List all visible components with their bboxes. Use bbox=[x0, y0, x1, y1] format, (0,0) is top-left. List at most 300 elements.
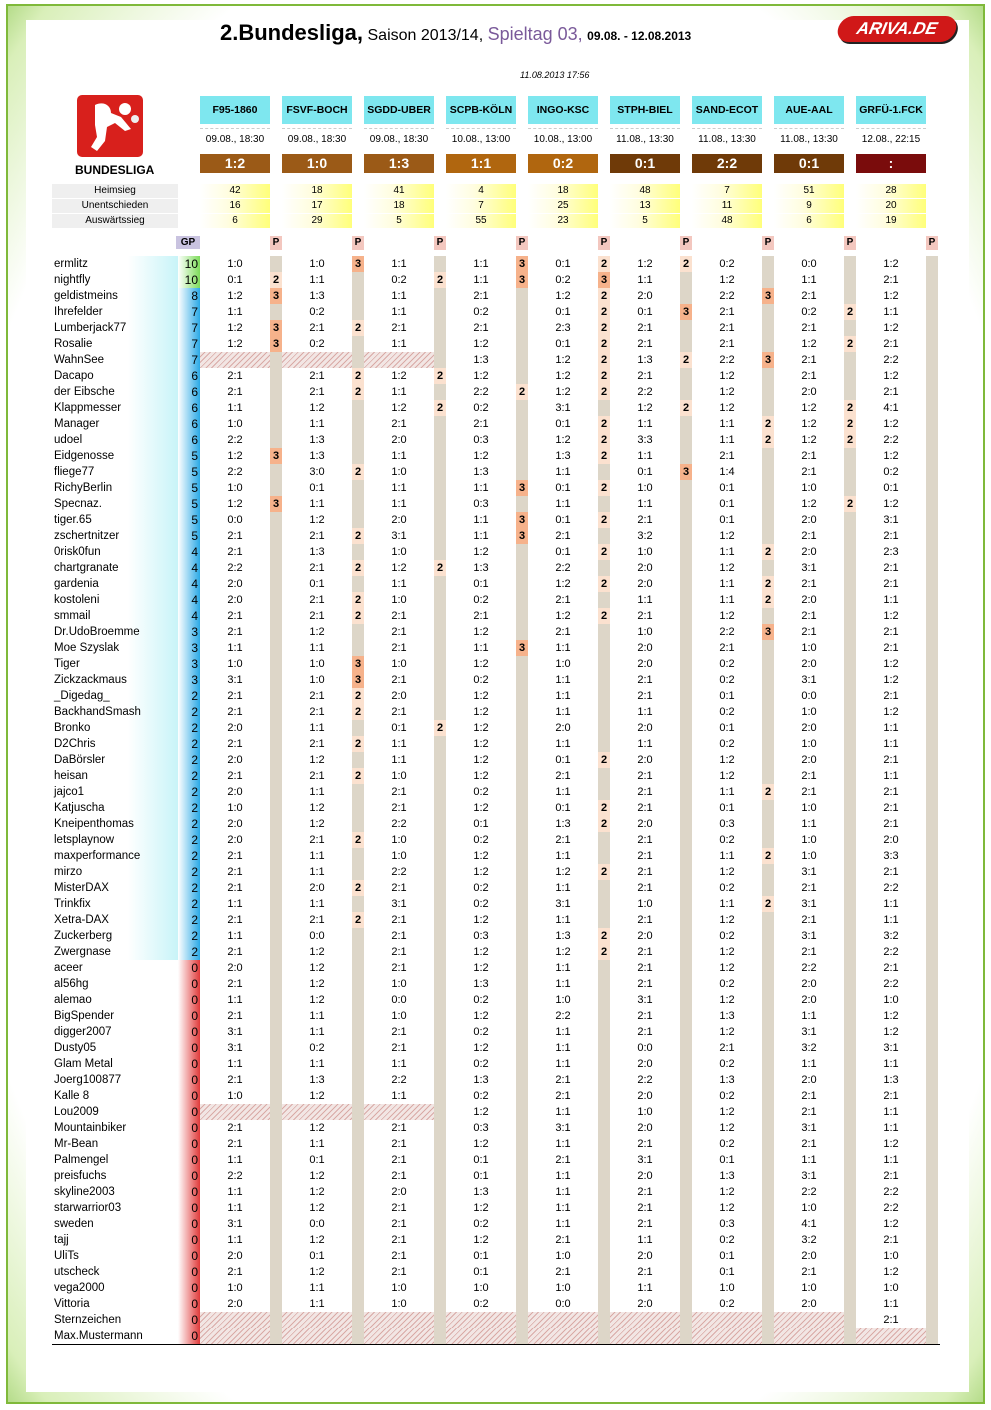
tip-cell: 1:1 bbox=[856, 736, 926, 752]
tip-cell: 2:1 bbox=[774, 320, 844, 336]
player-name[interactable]: tiger.65 bbox=[52, 512, 178, 528]
tip-points bbox=[352, 496, 364, 512]
player-name[interactable]: aceer bbox=[52, 960, 178, 976]
match-header[interactable]: FSVF-BOCH bbox=[282, 96, 352, 124]
tip-points: 2 bbox=[598, 576, 610, 592]
tip-cell: 2:2 bbox=[528, 560, 598, 576]
player-name[interactable]: fliege77 bbox=[52, 464, 178, 480]
tip-cell: 0:2 bbox=[446, 992, 516, 1008]
tip-cell: 1:1 bbox=[856, 1056, 926, 1072]
tip-points bbox=[844, 832, 856, 848]
tip-cell: 1:2 bbox=[446, 448, 516, 464]
tip-points bbox=[762, 800, 774, 816]
tip-cell: 1:0 bbox=[528, 1280, 598, 1296]
player-name[interactable]: 0risk0fun bbox=[52, 544, 178, 560]
tip-cell: 0:1 bbox=[528, 480, 598, 496]
tip-points bbox=[680, 832, 692, 848]
player-name[interactable]: Glam Metal bbox=[52, 1056, 178, 1072]
tip-points bbox=[434, 976, 446, 992]
tip-points bbox=[762, 816, 774, 832]
tip-points bbox=[516, 1328, 528, 1344]
player-name[interactable]: tajj bbox=[52, 1232, 178, 1248]
player-name[interactable]: letsplaynow bbox=[52, 832, 178, 848]
player-name[interactable]: skyline2003 bbox=[52, 1184, 178, 1200]
points-header: P bbox=[680, 236, 692, 250]
tip-cell: 2:1 bbox=[774, 1136, 844, 1152]
tip-points: 2 bbox=[844, 400, 856, 416]
player-name[interactable]: Klappmesser bbox=[52, 400, 178, 416]
tip-cell: 1:2 bbox=[446, 624, 516, 640]
tip-cell: 1:2 bbox=[282, 816, 352, 832]
tip-cell: 2:0 bbox=[610, 752, 680, 768]
player-name[interactable]: maxperformance bbox=[52, 848, 178, 864]
tip-cell: 0:2 bbox=[692, 1088, 762, 1104]
player-name[interactable]: D2Chris bbox=[52, 736, 178, 752]
tip-points bbox=[680, 384, 692, 400]
tip-points bbox=[516, 960, 528, 976]
tip-cell: 2:1 bbox=[528, 1232, 598, 1248]
tip-points bbox=[680, 1328, 692, 1344]
table-row bbox=[52, 608, 940, 624]
player-points-total: 0 bbox=[178, 1328, 200, 1344]
player-name[interactable]: Zwergnase bbox=[52, 944, 178, 960]
tip-cell: 1:1 bbox=[282, 720, 352, 736]
tip-points bbox=[762, 1008, 774, 1024]
tip-cell: 1:1 bbox=[856, 912, 926, 928]
table-row bbox=[52, 304, 940, 320]
tip-points bbox=[598, 896, 610, 912]
player-name[interactable]: Sternzeichen bbox=[52, 1312, 178, 1328]
match-header[interactable]: GRFÜ-1.FCK bbox=[856, 96, 926, 124]
tip-points bbox=[926, 1056, 938, 1072]
tip-cell: 1:1 bbox=[856, 1296, 926, 1312]
player-name[interactable]: _Digedag_ bbox=[52, 688, 178, 704]
tip-points bbox=[844, 928, 856, 944]
tip-points: 3 bbox=[516, 512, 528, 528]
player-name[interactable]: Specnaz. bbox=[52, 496, 178, 512]
points-header: P bbox=[598, 236, 610, 250]
tip-points bbox=[844, 704, 856, 720]
tip-cell: 3:1 bbox=[774, 896, 844, 912]
tip-points bbox=[352, 1104, 364, 1120]
player-name[interactable]: mirzo bbox=[52, 864, 178, 880]
tip-points bbox=[434, 1056, 446, 1072]
tip-points bbox=[680, 1200, 692, 1216]
player-name[interactable]: alemao bbox=[52, 992, 178, 1008]
player-name[interactable]: kostoleni bbox=[52, 592, 178, 608]
tip-cell: 2:0 bbox=[856, 832, 926, 848]
tip-cell: 1:3 bbox=[282, 544, 352, 560]
player-points-total: 8 bbox=[178, 288, 200, 304]
tip-cell: 3:1 bbox=[200, 1216, 270, 1232]
tip-points bbox=[762, 368, 774, 384]
tip-points bbox=[352, 304, 364, 320]
tip-points bbox=[844, 640, 856, 656]
player-name[interactable]: Mountainbiker bbox=[52, 1120, 178, 1136]
stat-home: 18 bbox=[528, 184, 598, 198]
tip-points bbox=[844, 272, 856, 288]
player-name[interactable]: DaBörsler bbox=[52, 752, 178, 768]
tip-cell: 0:2 bbox=[692, 928, 762, 944]
player-name[interactable]: vega2000 bbox=[52, 1280, 178, 1296]
tip-cell: 0:2 bbox=[364, 272, 434, 288]
tip-cell: 0:2 bbox=[692, 880, 762, 896]
tip-points: 2 bbox=[762, 896, 774, 912]
player-name[interactable]: Moe Szyslak bbox=[52, 640, 178, 656]
player-name[interactable]: WahnSee bbox=[52, 352, 178, 368]
tip-cell: 1:1 bbox=[446, 256, 516, 272]
tip-points bbox=[434, 416, 446, 432]
tip-points bbox=[352, 448, 364, 464]
player-name[interactable]: geldistmeins bbox=[52, 288, 178, 304]
tip-cell: 2:1 bbox=[856, 640, 926, 656]
tip-points bbox=[434, 464, 446, 480]
tip-cell bbox=[528, 1328, 598, 1344]
tip-points bbox=[598, 1040, 610, 1056]
tip-cell: 1:2 bbox=[200, 336, 270, 352]
tip-points bbox=[598, 976, 610, 992]
player-name[interactable]: BackhandSmash bbox=[52, 704, 178, 720]
tip-cell: 1:2 bbox=[282, 1184, 352, 1200]
player-name[interactable]: nightfly bbox=[52, 272, 178, 288]
stat-away: 19 bbox=[856, 214, 926, 228]
tip-cell: 2:1 bbox=[364, 1136, 434, 1152]
player-points-total: 3 bbox=[178, 672, 200, 688]
table-row bbox=[52, 576, 940, 592]
tip-cell: 0:1 bbox=[692, 800, 762, 816]
player-name[interactable]: Trinkfix bbox=[52, 896, 178, 912]
tip-points bbox=[516, 576, 528, 592]
tip-cell: 2:1 bbox=[364, 640, 434, 656]
tip-points bbox=[352, 272, 364, 288]
player-name[interactable]: Rosalie bbox=[52, 336, 178, 352]
tip-points bbox=[762, 736, 774, 752]
tip-cell: 1:2 bbox=[774, 400, 844, 416]
player-name[interactable]: MisterDAX bbox=[52, 880, 178, 896]
tip-cell: 1:1 bbox=[692, 592, 762, 608]
tip-cell: 1:1 bbox=[528, 1168, 598, 1184]
tip-cell: 1:0 bbox=[364, 592, 434, 608]
tip-cell: 2:1 bbox=[610, 672, 680, 688]
tip-cell: 0:1 bbox=[528, 544, 598, 560]
tip-points bbox=[844, 1264, 856, 1280]
player-name[interactable]: Lumberjack77 bbox=[52, 320, 178, 336]
label-heimsieg: Heimsieg bbox=[52, 184, 178, 198]
tip-points bbox=[680, 1024, 692, 1040]
tip-points bbox=[352, 752, 364, 768]
tip-points: 3 bbox=[270, 336, 282, 352]
tip-cell: 1:2 bbox=[282, 1168, 352, 1184]
tip-cell: 2:0 bbox=[282, 880, 352, 896]
player-name[interactable]: Palmengel bbox=[52, 1152, 178, 1168]
tip-points: 2 bbox=[352, 384, 364, 400]
tip-points bbox=[926, 352, 938, 368]
tip-cell: 2:1 bbox=[528, 1264, 598, 1280]
table-row bbox=[52, 1072, 940, 1088]
tip-cell: 1:0 bbox=[446, 1280, 516, 1296]
tip-cell: 3:1 bbox=[200, 1040, 270, 1056]
tip-points bbox=[352, 784, 364, 800]
tip-points bbox=[598, 1248, 610, 1264]
points-header: P bbox=[434, 236, 446, 250]
tip-cell: 0:2 bbox=[856, 464, 926, 480]
player-name[interactable]: Vittoria bbox=[52, 1296, 178, 1312]
tip-cell: 2:1 bbox=[610, 1008, 680, 1024]
tip-cell: 1:2 bbox=[692, 1184, 762, 1200]
tip-points bbox=[844, 624, 856, 640]
tip-points bbox=[680, 368, 692, 384]
tip-cell: 1:0 bbox=[610, 1104, 680, 1120]
tip-points bbox=[680, 288, 692, 304]
tip-cell: 2:1 bbox=[364, 960, 434, 976]
player-name[interactable]: smmail bbox=[52, 608, 178, 624]
tip-points bbox=[352, 960, 364, 976]
player-points-total: 0 bbox=[178, 1120, 200, 1136]
tip-cell: 0:1 bbox=[692, 1152, 762, 1168]
tip-cell: 3:1 bbox=[610, 992, 680, 1008]
player-name[interactable]: zschertnitzer bbox=[52, 528, 178, 544]
tip-points: 3 bbox=[270, 288, 282, 304]
table-row bbox=[52, 384, 940, 400]
player-name[interactable]: RichyBerlin bbox=[52, 480, 178, 496]
tip-cell: 1:2 bbox=[282, 752, 352, 768]
player-name[interactable]: BigSpender bbox=[52, 1008, 178, 1024]
player-name[interactable]: Dr.UdoBroemme bbox=[52, 624, 178, 640]
player-name[interactable]: Kneipenthomas bbox=[52, 816, 178, 832]
player-name[interactable]: chartgranate bbox=[52, 560, 178, 576]
tip-cell: 3:1 bbox=[200, 672, 270, 688]
match-header[interactable]: SAND-ECOT bbox=[692, 96, 762, 124]
player-name[interactable]: al56hg bbox=[52, 976, 178, 992]
tip-points bbox=[680, 496, 692, 512]
player-name[interactable]: Katjuscha bbox=[52, 800, 178, 816]
player-name[interactable]: Joerg100877 bbox=[52, 1072, 178, 1088]
tip-cell: 1:2 bbox=[528, 608, 598, 624]
tip-points: 3 bbox=[680, 464, 692, 480]
tip-cell: 1:2 bbox=[856, 496, 926, 512]
tip-cell: 1:2 bbox=[856, 1024, 926, 1040]
tip-points bbox=[680, 912, 692, 928]
tip-points bbox=[516, 1088, 528, 1104]
tip-points bbox=[270, 912, 282, 928]
player-name[interactable]: heisan bbox=[52, 768, 178, 784]
tip-points bbox=[352, 928, 364, 944]
tip-cell: 2:1 bbox=[446, 288, 516, 304]
tip-points: 2 bbox=[762, 416, 774, 432]
tip-cell: 2:1 bbox=[774, 912, 844, 928]
ariva-logo[interactable]: ARIVA.DE bbox=[835, 16, 959, 42]
tip-points bbox=[926, 304, 938, 320]
tip-cell: 2:0 bbox=[364, 512, 434, 528]
tip-points bbox=[762, 496, 774, 512]
player-name[interactable]: Manager bbox=[52, 416, 178, 432]
tip-cell: 1:0 bbox=[692, 1280, 762, 1296]
table-row bbox=[52, 544, 940, 560]
table-row bbox=[52, 624, 940, 640]
tip-cell: 1:2 bbox=[446, 768, 516, 784]
tip-cell: 1:2 bbox=[446, 1200, 516, 1216]
tip-points bbox=[762, 1184, 774, 1200]
tip-points bbox=[352, 1168, 364, 1184]
player-points-total: 0 bbox=[178, 1152, 200, 1168]
tip-points bbox=[926, 976, 938, 992]
tip-points bbox=[434, 944, 446, 960]
player-name[interactable]: Tiger bbox=[52, 656, 178, 672]
tip-cell: 2:1 bbox=[364, 1024, 434, 1040]
player-name[interactable]: Max.Mustermann bbox=[52, 1328, 178, 1344]
tip-cell: 3:1 bbox=[774, 864, 844, 880]
table-row bbox=[52, 992, 940, 1008]
tip-cell: 1:3 bbox=[446, 1184, 516, 1200]
tip-cell: 2:1 bbox=[200, 688, 270, 704]
tip-cell: 1:0 bbox=[364, 1008, 434, 1024]
tip-points bbox=[680, 336, 692, 352]
tip-points bbox=[598, 848, 610, 864]
tip-cell: 2:1 bbox=[282, 704, 352, 720]
tip-points bbox=[434, 960, 446, 976]
player-name[interactable]: udoel bbox=[52, 432, 178, 448]
player-name[interactable]: digger2007 bbox=[52, 1024, 178, 1040]
tip-cell: 2:0 bbox=[200, 960, 270, 976]
player-name[interactable]: gardenia bbox=[52, 576, 178, 592]
tip-points bbox=[844, 1008, 856, 1024]
player-name[interactable]: jajco1 bbox=[52, 784, 178, 800]
player-name[interactable]: Zuckerberg bbox=[52, 928, 178, 944]
tip-cell: 1:0 bbox=[364, 832, 434, 848]
tip-cell: 1:0 bbox=[856, 992, 926, 1008]
tip-points bbox=[762, 912, 774, 928]
match-header[interactable]: AUE-AAL bbox=[774, 96, 844, 124]
tip-points bbox=[598, 656, 610, 672]
tip-points: 3 bbox=[270, 496, 282, 512]
tip-points bbox=[516, 944, 528, 960]
table-row bbox=[52, 656, 940, 672]
player-name[interactable]: preisfuchs bbox=[52, 1168, 178, 1184]
tip-points bbox=[844, 992, 856, 1008]
tip-points: 3 bbox=[516, 640, 528, 656]
tip-points bbox=[270, 432, 282, 448]
match-header[interactable]: INGO-KSC bbox=[528, 96, 598, 124]
tip-points bbox=[270, 1056, 282, 1072]
tip-points bbox=[598, 720, 610, 736]
tip-points bbox=[598, 1328, 610, 1344]
tip-points bbox=[270, 1152, 282, 1168]
tip-points bbox=[270, 752, 282, 768]
tip-cell: 1:2 bbox=[774, 496, 844, 512]
player-name[interactable]: Eidgenosse bbox=[52, 448, 178, 464]
player-name[interactable]: Mr-Bean bbox=[52, 1136, 178, 1152]
tip-points: 2 bbox=[598, 320, 610, 336]
tip-points bbox=[598, 704, 610, 720]
player-name[interactable]: starwarrior03 bbox=[52, 1200, 178, 1216]
tip-points bbox=[762, 1312, 774, 1328]
tip-points bbox=[598, 624, 610, 640]
player-points-total: 3 bbox=[178, 640, 200, 656]
tip-points bbox=[270, 624, 282, 640]
tip-cell: 1:1 bbox=[200, 1200, 270, 1216]
tip-cell: 3:1 bbox=[856, 512, 926, 528]
player-points-total: 6 bbox=[178, 384, 200, 400]
tip-cell: 1:1 bbox=[528, 1104, 598, 1120]
player-name[interactable]: Kalle 8 bbox=[52, 1088, 178, 1104]
tip-points bbox=[270, 560, 282, 576]
tip-points bbox=[926, 432, 938, 448]
tip-cell: 2:0 bbox=[200, 1296, 270, 1312]
tip-points bbox=[352, 1312, 364, 1328]
player-points-total: 0 bbox=[178, 960, 200, 976]
title-dates: 09.08. - 12.08.2013 bbox=[587, 29, 692, 43]
table-row bbox=[52, 928, 940, 944]
tip-cell: 2:1 bbox=[774, 1264, 844, 1280]
table-row bbox=[52, 976, 940, 992]
tip-points bbox=[926, 336, 938, 352]
tip-points: 2 bbox=[598, 336, 610, 352]
tip-cell: 1:1 bbox=[282, 1296, 352, 1312]
tip-points bbox=[598, 592, 610, 608]
player-name[interactable]: sweden bbox=[52, 1216, 178, 1232]
player-name[interactable]: Xetra-DAX bbox=[52, 912, 178, 928]
tip-cell: 2:1 bbox=[610, 608, 680, 624]
player-points-total: 5 bbox=[178, 480, 200, 496]
match-header[interactable]: F95-1860 bbox=[200, 96, 270, 124]
tip-points bbox=[598, 672, 610, 688]
player-name[interactable]: Lou2009 bbox=[52, 1104, 178, 1120]
tip-points: 2 bbox=[598, 352, 610, 368]
tip-points bbox=[844, 1184, 856, 1200]
tip-points: 2 bbox=[598, 416, 610, 432]
tip-points bbox=[516, 1104, 528, 1120]
tip-cell: 1:2 bbox=[856, 320, 926, 336]
tip-cell: 1:3 bbox=[692, 1168, 762, 1184]
match-header[interactable]: SCPB-KÖLN bbox=[446, 96, 516, 124]
tip-cell: 2:1 bbox=[364, 944, 434, 960]
tip-points bbox=[598, 1120, 610, 1136]
tip-cell: 1:0 bbox=[364, 1296, 434, 1312]
tip-cell: 1:1 bbox=[856, 1152, 926, 1168]
tip-cell: 1:2 bbox=[446, 1104, 516, 1120]
tip-cell: 2:1 bbox=[364, 1264, 434, 1280]
player-name[interactable]: Zickzackmaus bbox=[52, 672, 178, 688]
tip-cell: 2:1 bbox=[610, 368, 680, 384]
tip-points: 3 bbox=[516, 256, 528, 272]
tip-points bbox=[680, 1168, 692, 1184]
tip-points bbox=[680, 1248, 692, 1264]
player-name[interactable]: utscheck bbox=[52, 1264, 178, 1280]
player-name[interactable]: Dusty05 bbox=[52, 1040, 178, 1056]
tip-cell: 1:0 bbox=[610, 896, 680, 912]
tip-points bbox=[434, 432, 446, 448]
tip-points bbox=[352, 720, 364, 736]
player-name[interactable]: Bronko bbox=[52, 720, 178, 736]
table-row bbox=[52, 528, 940, 544]
player-name[interactable]: Dacapo bbox=[52, 368, 178, 384]
tip-cell: 1:3 bbox=[282, 448, 352, 464]
tip-points bbox=[270, 656, 282, 672]
tip-points: 2 bbox=[598, 480, 610, 496]
player-name[interactable]: ermlitz bbox=[52, 256, 178, 272]
player-name[interactable]: UliTs bbox=[52, 1248, 178, 1264]
player-points-total: 0 bbox=[178, 1104, 200, 1120]
tip-points bbox=[762, 720, 774, 736]
tip-cell: 1:2 bbox=[692, 1024, 762, 1040]
match-header[interactable]: STPH-BIEL bbox=[610, 96, 680, 124]
tip-cell: 1:2 bbox=[446, 752, 516, 768]
tip-cell: 0:2 bbox=[446, 896, 516, 912]
tip-points bbox=[844, 880, 856, 896]
player-name[interactable]: Ihrefelder bbox=[52, 304, 178, 320]
match-header[interactable]: SGDD-UBER bbox=[364, 96, 434, 124]
player-name[interactable]: der Eibsche bbox=[52, 384, 178, 400]
